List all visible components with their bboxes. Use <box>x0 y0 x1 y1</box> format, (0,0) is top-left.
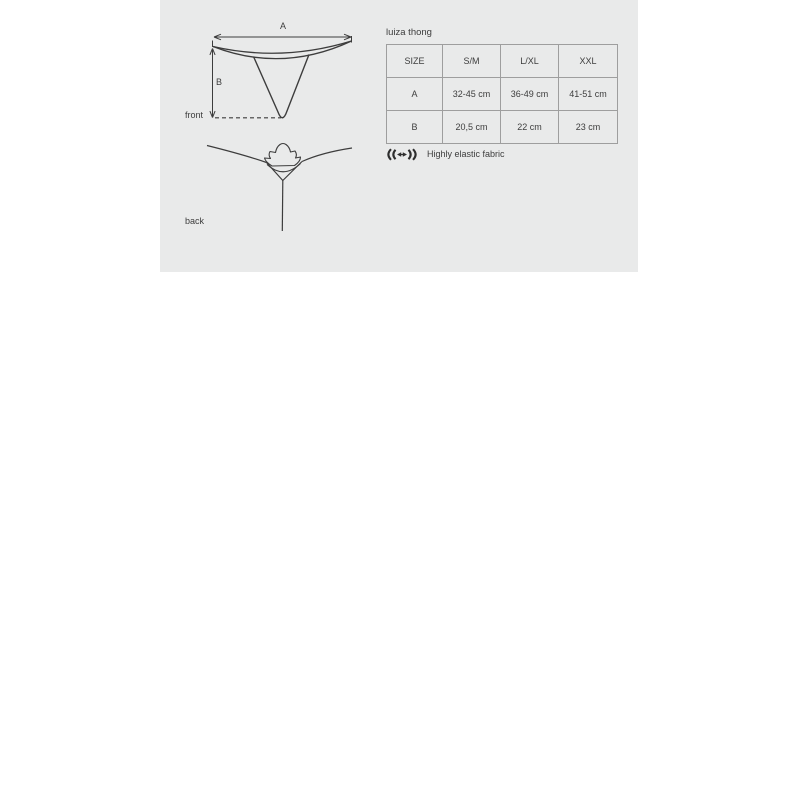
waistband-outline <box>213 41 352 59</box>
table-row <box>387 111 618 144</box>
table-header-cell: S/M <box>443 45 501 78</box>
back-view-diagram <box>207 144 352 232</box>
table-cell: 23 cm <box>559 111 618 144</box>
back-view-label: back <box>185 216 205 226</box>
fabric-note-text: Highly elastic fabric <box>427 149 505 159</box>
table-cell: 20,5 cm <box>443 111 501 144</box>
table-header-cell: SIZE <box>387 45 443 78</box>
table-header-cell: XXL <box>559 45 618 78</box>
fabric-note <box>384 146 505 162</box>
elastic-stretch-icon <box>384 148 420 161</box>
size-chart-panel <box>160 0 638 272</box>
back-strap-left <box>207 146 267 163</box>
dimension-arrow-b <box>210 49 215 118</box>
table-header-row <box>387 45 618 78</box>
size-table <box>386 44 618 144</box>
dimension-a-label: A <box>279 21 286 31</box>
table-row-label: A <box>387 78 443 111</box>
table-header-cell: L/XL <box>501 45 559 78</box>
dimension-arrow-a <box>213 34 352 47</box>
table-cell: 36-49 cm <box>501 78 559 111</box>
front-view-diagram <box>210 34 352 118</box>
table-cell: 32-45 cm <box>443 78 501 111</box>
thong-string <box>282 181 283 232</box>
table-cell: 22 cm <box>501 111 559 144</box>
flower-ornament <box>265 144 301 167</box>
front-view-label: front <box>185 110 204 120</box>
table-row <box>387 78 618 111</box>
dimension-b-label: B <box>216 77 223 87</box>
table-row-label: B <box>387 111 443 144</box>
product-title: luiza thong <box>386 27 432 38</box>
table-cell: 41-51 cm <box>559 78 618 111</box>
front-panel-outline <box>254 55 310 118</box>
back-strap-right <box>302 148 352 162</box>
